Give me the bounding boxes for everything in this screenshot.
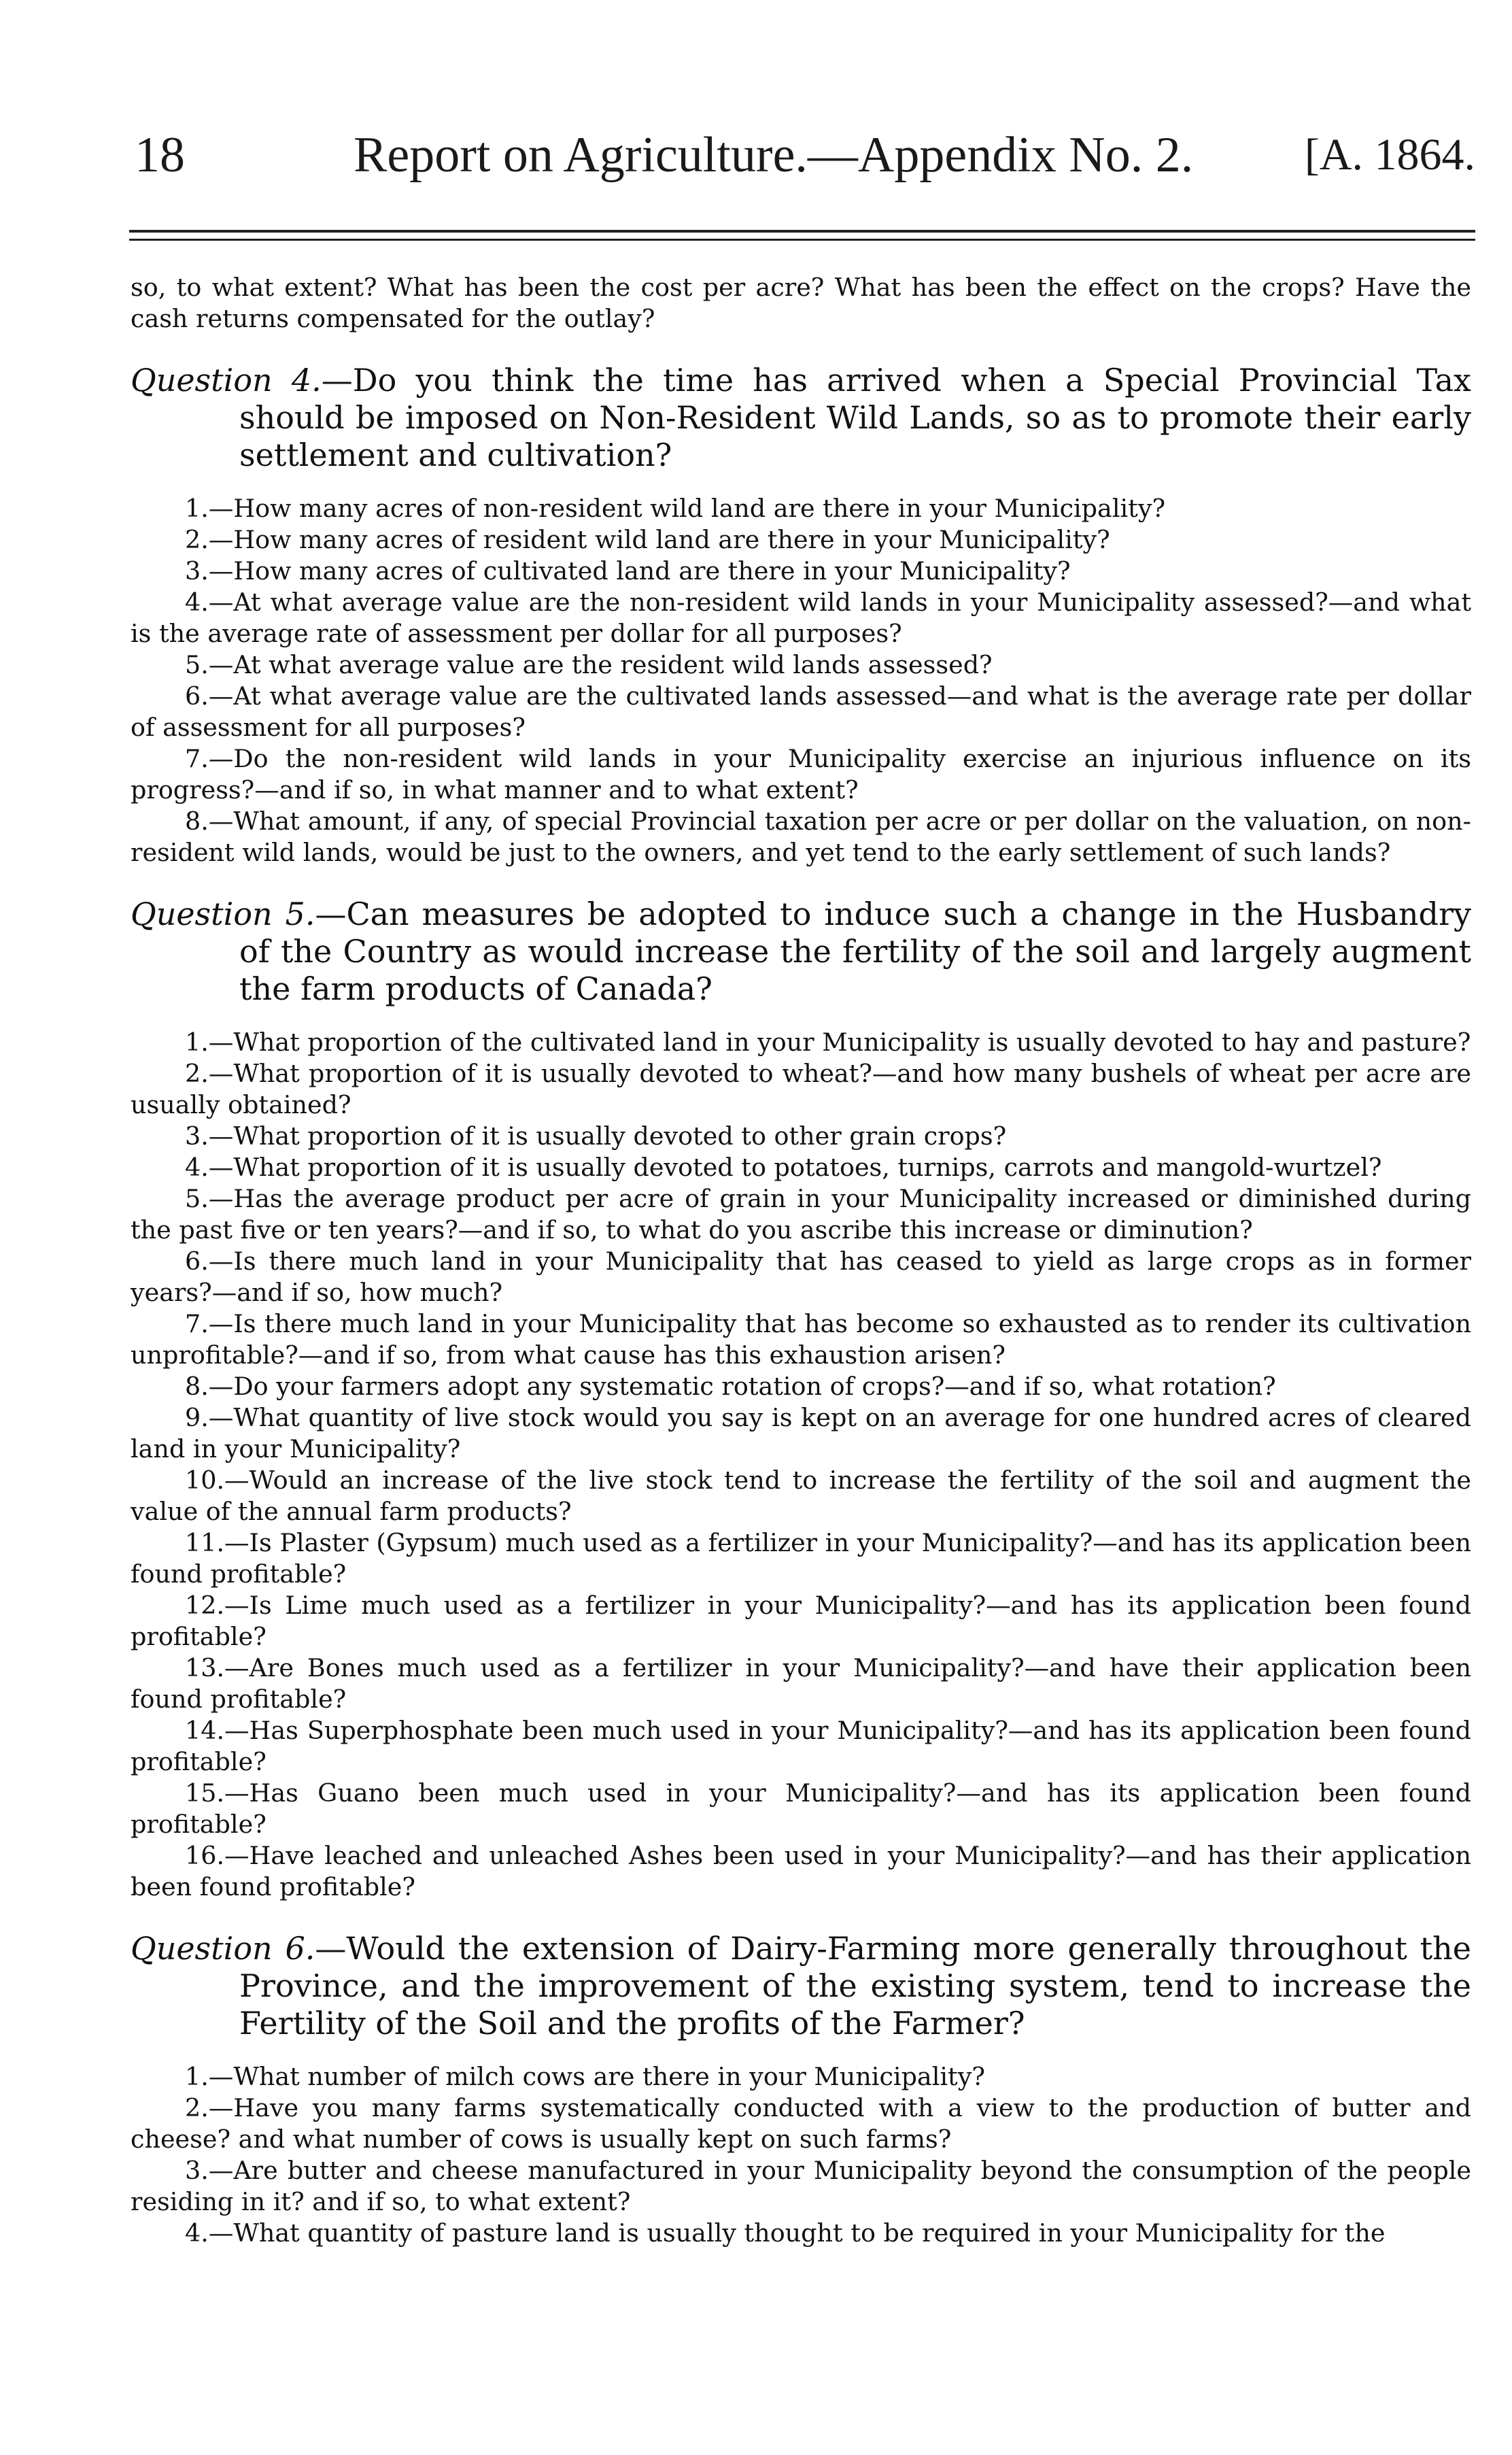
question-5-subquestions xyxy=(131,1027,1471,1903)
question-text: —Do you think the time has arrived when a Special Provincial Tax should be imposed on Non-Resident Wild Lands, so as to promote their early settlement and cultivation? xyxy=(239,362,1471,473)
question-6-heading xyxy=(131,1930,1471,2042)
sub-question: 3.—How many acres of cultivated land are there in your Municipality? xyxy=(185,556,1071,586)
sub-question: 3.—What proportion of it is usually devoted to other grain crops? xyxy=(185,1121,1007,1151)
question-6-subquestions xyxy=(131,2061,1471,2249)
question-6-block xyxy=(131,1930,1471,2249)
question-text: —Can measures be adopted to induce such a change in the Husbandry of the Country as would increase the fertility of the soil and largely augment the farm products of Canada? xyxy=(239,896,1471,1007)
sub-question: 3.—Are butter and cheese manufactured in your Municipality beyond the consumption of the people residing in it? and if so, to what extent? xyxy=(131,2156,1471,2216)
sub-question: 6.—Is there much land in your Municipality that has ceased to yield as large crops as in former years?—and if so, how much? xyxy=(131,1247,1471,1307)
sub-question: 8.—What amount, if any, of special Provincial taxation per acre or per dollar on the valuation, on non-resident wild lands, would be just to the owners, and yet tend to the early settlement of such lands? xyxy=(131,807,1471,867)
sub-question: 6.—At what average value are the cultivated lands assessed—and what is the average rate per dollar of assessment for all purposes? xyxy=(131,681,1471,742)
sub-question: 10.—Would an increase of the live stock tend to increase the fertility of the soil and augment the value of the annual farm products? xyxy=(131,1466,1471,1526)
sub-question: 2.—Have you many farms systematically conducted with a view to the production of butter and cheese? and what number of cows is usually kept on such farms? xyxy=(131,2093,1471,2154)
question-text: —Would the extension of Dairy-Farming more generally throughout the Province, and the improvement of the existing system, tend to increase the Fertility of the Soil and the profits of the Farmer? xyxy=(239,1930,1471,2042)
sub-question: 8.—Do your farmers adopt any systematic rotation of crops?—and if so, what rotation? xyxy=(185,1372,1276,1401)
sub-question: 7.—Do the non-resident wild lands in your Municipality exercise an injurious influence on its progress?—and if so, in what manner and to what extent? xyxy=(131,744,1471,805)
question-4-block xyxy=(131,362,1471,868)
question-4-subquestions xyxy=(131,493,1471,868)
year-reference: [A. 1864. xyxy=(1304,130,1475,180)
sub-question: 4.—What proportion of it is usually devoted to potatoes, turnips, carrots and mangold-wurtzel? xyxy=(185,1153,1382,1182)
sub-question: 7.—Is there much land in your Municipality that has become so exhausted as to render its cultivation unprofitable?—and if so, from what cause has this exhaustion arisen? xyxy=(131,1309,1471,1370)
sub-question: 11.—Is Plaster (Gypsum) much used as a fertilizer in your Municipality?—and has its application been found profitable? xyxy=(131,1528,1471,1589)
sub-question: 4.—What quantity of pasture land is usually thought to be required in your Municipality for the xyxy=(185,2218,1386,2248)
sub-question: 5.—Has the average product per acre of grain in your Municipality increased or diminished during the past five or ten years?—and if so, to what do you ascribe this increase or diminution? xyxy=(131,1184,1471,1245)
question-5-heading xyxy=(131,896,1471,1008)
sub-question: 2.—How many acres of resident wild land are there in your Municipality? xyxy=(185,525,1110,554)
question-label: Question 4. xyxy=(131,362,322,399)
running-header xyxy=(129,120,1475,201)
sub-question: 14.—Has Superphosphate been much used in your Municipality?—and has its application been found profitable? xyxy=(131,1716,1471,1776)
sub-question: 2.—What proportion of it is usually devoted to wheat?—and how many bushels of wheat per acre are usually obtained? xyxy=(131,1059,1471,1119)
header-rule-thin xyxy=(129,239,1475,241)
sub-question: 4.—At what average value are the non-resident wild lands in your Municipality assessed?—and what is the average rate of assessment per dollar for all purposes? xyxy=(131,588,1471,648)
intro-paragraph: so, to what extent? What has been the cost per acre? What has been the effect on the crops? Have the cash returns compensated for the outlay? xyxy=(131,273,1471,333)
question-5-block xyxy=(131,896,1471,1903)
sub-question: 12.—Is Lime much used as a fertilizer in your Municipality?—and has its application been found profitable? xyxy=(131,1591,1471,1651)
sub-question: 5.—At what average value are the resident wild lands assessed? xyxy=(185,650,993,679)
question-label: Question 5. xyxy=(131,896,315,932)
sub-question: 9.—What quantity of live stock would you say is kept on an average for one hundred acres of cleared land in your Municipality? xyxy=(131,1403,1471,1463)
sub-question: 13.—Are Bones much used as a fertilizer in your Municipality?—and have their application been found profitable? xyxy=(131,1653,1471,1714)
sub-question: 1.—What number of milch cows are there in your Municipality? xyxy=(185,2062,985,2091)
page-number: 18 xyxy=(135,127,185,183)
running-title: Report on Agriculture.—Appendix No. 2. xyxy=(354,127,1194,183)
sub-question: 16.—Have leached and unleached Ashes been used in your Municipality?—and has their application been found profitable? xyxy=(131,1841,1471,1901)
sub-question: 1.—How many acres of non-resident wild land are there in your Municipality? xyxy=(185,494,1166,523)
sub-question: 1.—What proportion of the cultivated land in your Municipality is usually devoted to hay and pasture? xyxy=(185,1028,1471,1057)
sub-question: 15.—Has Guano been much used in your Municipality?—and has its application been found profitable? xyxy=(131,1778,1471,1839)
header-rule-thick xyxy=(129,230,1475,233)
question-label: Question 6. xyxy=(131,1930,315,1967)
question-4-heading xyxy=(131,362,1471,474)
page-body xyxy=(131,272,1471,2249)
